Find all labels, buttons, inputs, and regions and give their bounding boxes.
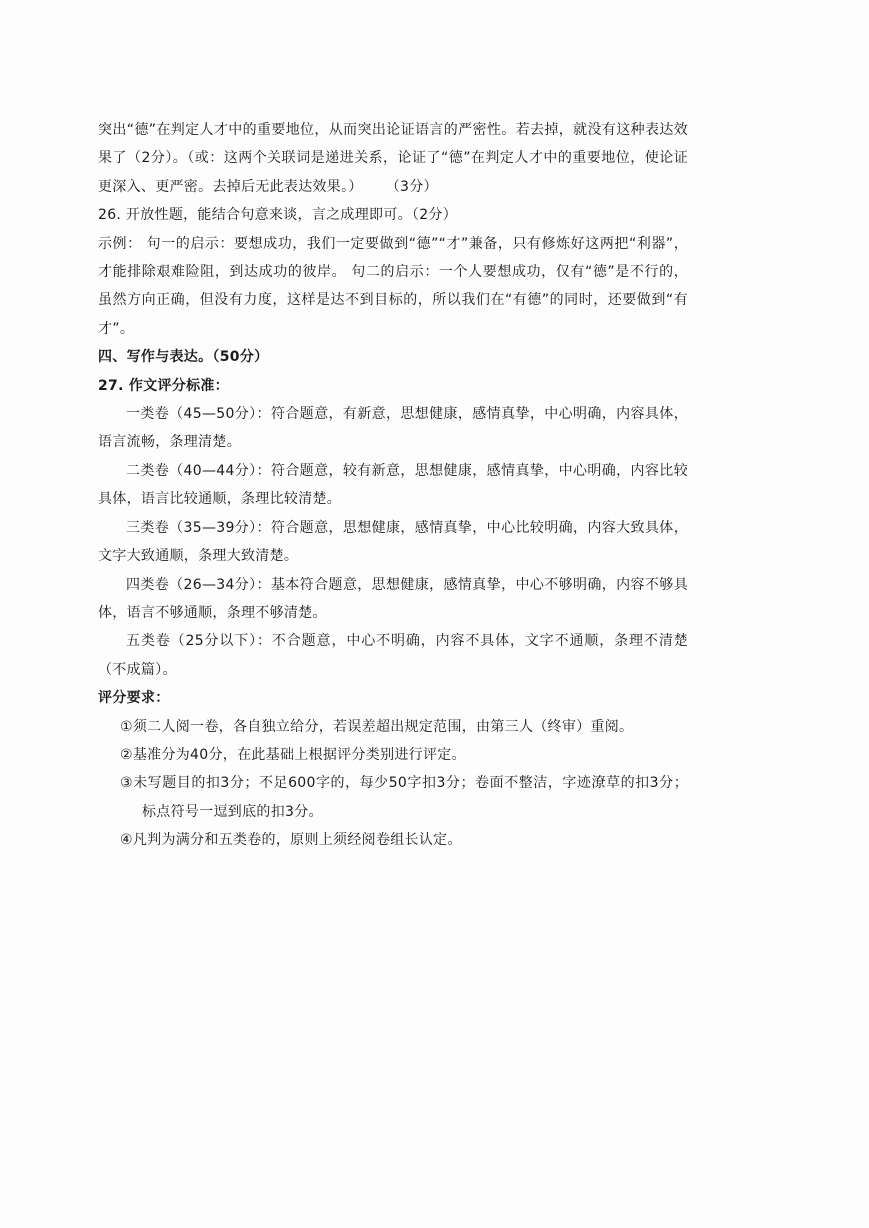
grade-level-4: 四类卷（26—34分）：基本符合题意，思想健康，感情真挚，中心不够明确，内容不够具体，语言不够通顺，条理不够清楚。 xyxy=(98,576,688,621)
grade-level-5: 五类卷（25分以下）：不合题意，中心不明确，内容不具体，文字不通顺，条理不清楚（不成篇）。 xyxy=(98,633,688,678)
question-27-title: 27. 作文评分标准： xyxy=(98,377,229,394)
requirement-2: ②基准分为40分，在此基础上根据评分类别进行评定。 xyxy=(120,746,466,763)
document-body xyxy=(98,116,688,855)
grade-level-1: 一类卷（45—50分）：符合题意，有新意，思想健康，感情真挚，中心明确，内容具体，语言流畅，条理清楚。 xyxy=(98,406,688,451)
section-4-title: 四、写作与表达。（50分） xyxy=(98,349,269,366)
requirement-4: ④凡判为满分和五类卷的，原则上须经阅卷组长认定。 xyxy=(120,832,462,849)
grade-level-2: 二类卷（40—44分）：符合题意，较有新意，思想健康，感情真挚，中心明确，内容比较具体，语言比较通顺，条理比较清楚。 xyxy=(98,462,688,508)
requirements-title: 评分要求： xyxy=(98,690,170,707)
answer-25-text xyxy=(98,116,688,201)
answer-26-example: 示例： 句一的启示：要想成功，我们一定要做到“德”“才”兼备，只有修炼好这两把“利器”，才能排除艰难险阻，到达成功的彼岸。 句二的启示：一个人要想成功，仅有“德”是不行的，虽然方向正确，但没有力度，这样是达不到目标的，所以我们在“有德”的同时，还要做到“有才”。 xyxy=(98,235,688,337)
answer-25-body: 突出“德”在判定人才中的重要地位，从而突出论证语言的严密性。若去掉，就没有这种表达效果了（2分）。（或：这两个关联词是递进关系，论证了“德”在判定人才中的重要地位，使论证更深入、更严密。去掉后无此表达效果。） xyxy=(98,122,688,195)
answer-25-score: （3分） xyxy=(392,178,438,195)
requirement-3: ③未写题目的扣3分；不足600字的，每少50字扣3分；卷面不整洁，字迹潦草的扣3分；标点符号一逗到底的扣3分。 xyxy=(120,775,688,820)
answer-26-title: 26. 开放性题，能结合句意来谈，言之成理即可。（2分） xyxy=(98,207,458,224)
requirement-1: ①须二人阅一卷，各自独立给分，若误差超出规定范围，由第三人（终审）重阅。 xyxy=(120,718,634,735)
grade-level-3: 三类卷（35—39分）：符合题意，思想健康，感情真挚，中心比较明确，内容大致具体，文字大致通顺，条理大致清楚。 xyxy=(98,519,688,565)
